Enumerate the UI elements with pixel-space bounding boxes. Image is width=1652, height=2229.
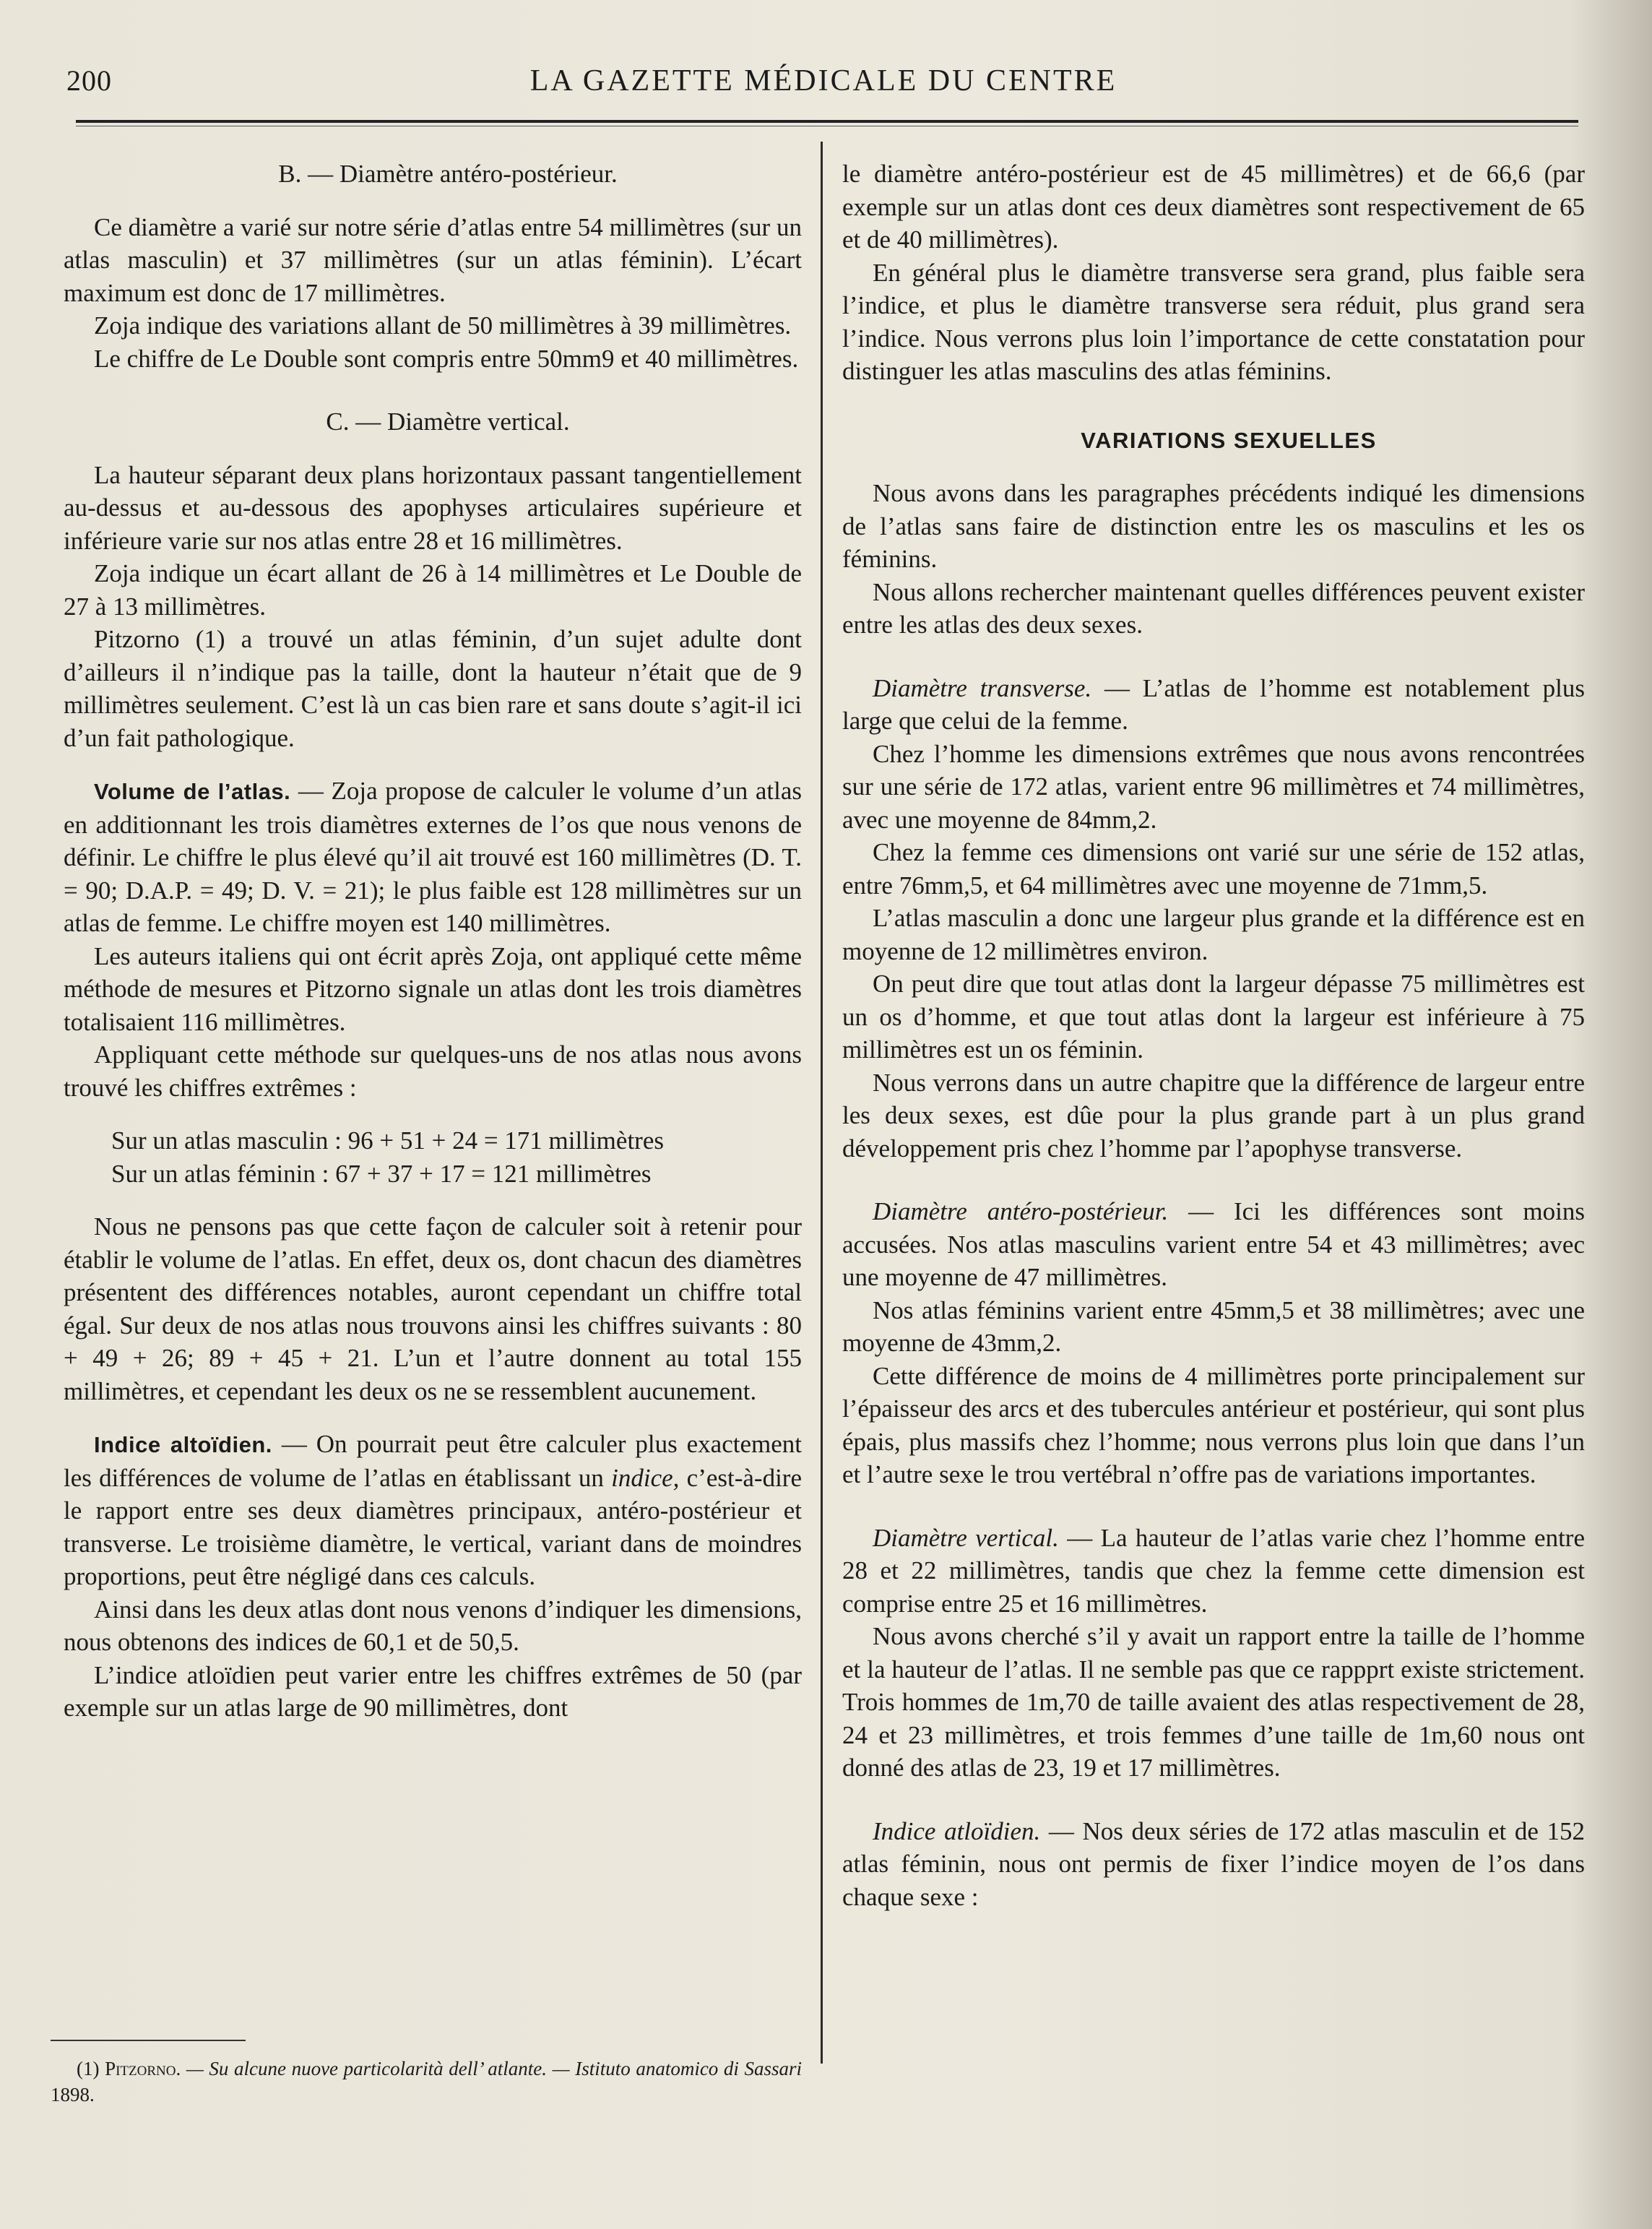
paragraph: La hauteur séparant deux plans horizontaux passant tangentiellement au-dessus et au-dessous des apophyses articulaires supérieure et inférieure varie sur nos atlas entre 28 et 16 millimètres.: [64, 460, 802, 555]
paragraph: Chez l’homme les dimensions extrêmes que nous avons rencontrées sur une série de 172 atlas, varient entre 96 millimètres et 74 millimètres, avec une moyenne de 84mm,2.: [842, 739, 1585, 834]
paragraph: Le chiffre de Le Double sont compris entre 50mm9 et 40 millimètres.: [94, 344, 799, 373]
paragraph: Ce diamètre a varié sur notre série d’atlas entre 54 millimètres (sur un atlas masculin) et 37 millimètres (sur un atlas féminin). L’écart maximum est donc de 17 millimètres.: [64, 212, 802, 307]
paragraph: Nous verrons dans un autre chapitre que la différence de largeur entre les deux sexes, est dûe pour la plus grande part à un plus grand développement pris chez l’homme par l’apophyse transverse.: [842, 1068, 1585, 1163]
paragraph-volume: [64, 775, 802, 940]
right-column: [842, 158, 1585, 1913]
section-c-title: C. — Diamètre vertical.: [326, 408, 570, 436]
paragraph-text: — Zoja propose de calculer le volume d’un atlas en additionnant les trois diamètres externes de l’os que nous venons de définir. Le chiffre le plus élevé qu’il ait trouvé est 160 millimètres (D. T. = 90; D.A.P. = 49; D. V. = 21); le plus faible est 128 millimètres sur un atlas de femme. Le chiffre moyen est 140 millimètres.: [64, 777, 802, 937]
formula-masculin: Sur un atlas masculin : 96 + 51 + 24 = 171 millimètres: [111, 1126, 664, 1155]
left-column: [64, 158, 802, 1725]
paragraph: Zoja indique un écart allant de 26 à 14 millimètres et Le Double de 27 à 13 millimètres.: [64, 559, 802, 621]
volume-heading: Volume de l’atlas.: [94, 779, 291, 804]
paragraph: Cette différence de moins de 4 millimètres porte principalement sur l’épaisseur des arcs et des tubercules antérieur et postérieur, qui sont plus épais, plus massifs chez l’homme; nous verrons plus loin que dans l’un et l’autre sexe le trou vertébral n’offre pas de variations importantes.: [842, 1361, 1585, 1488]
paragraph-text: — Ici les différences sont moins accusées. Nos atlas masculins varient entre 54 et 43 millimètres; avec une moyenne de 47 millimètres.: [842, 1197, 1585, 1291]
antero-posterieur-heading: Diamètre antéro-postérieur.: [873, 1197, 1169, 1225]
paragraph: Nous ne pensons pas que cette façon de calculer soit à retenir pour établir le volume de l’atlas. En effet, deux os, dont chacun des diamètres présentent des différences notables, auront cependant un chiffre total égal. Sur deux de nos atlas nous trouvons ainsi les chiffres suivants : 80 + 49 + 26; 89 + 45 + 21. L’un et l’autre donnent au total 155 millimètres, et cependant les deux os ne se ressemblent aucunement.: [64, 1212, 802, 1405]
paragraph-indice: [64, 1428, 802, 1593]
paragraph: Nos atlas féminins varient entre 45mm,5 et 38 millimètres; avec une moyenne de 43mm,2.: [842, 1295, 1585, 1357]
page-number: 200: [66, 64, 112, 97]
paragraph: Nous avons dans les paragraphes précédents indiqué les dimensions de l’atlas sans faire de distinction entre les os masculins et les os féminins.: [842, 479, 1585, 573]
footnote-year: 1898.: [51, 2084, 95, 2105]
footnote-author: Pitzorno.: [105, 2058, 181, 2079]
paragraph: Chez la femme ces dimensions ont varié sur une série de 152 atlas, entre 76mm,5, et 64 millimètres avec une moyenne de 71mm,5.: [842, 838, 1585, 900]
header-rule: [76, 120, 1578, 123]
paragraph-vertical: [842, 1522, 1585, 1621]
paragraph: En général plus le diamètre transverse sera grand, plus faible sera l’indice, et plus le diamètre transverse sera réduit, plus grand sera l’indice. Nous verrons plus loin l’importance de cette constatation pour distinguer les atlas masculins des atlas féminins.: [842, 258, 1585, 385]
paragraph-text: c’est-à-dire le rapport entre ses deux diamètres principaux, antéro-postérieur et transverse. Le troisième diamètre, le vertical, variant dans de moindres proportions, peut être négligé dans ces calculs.: [64, 1463, 802, 1590]
footnote-number: (1): [77, 2058, 100, 2079]
paragraph-text: — Nos deux séries de 172 atlas masculin et de 152 atlas féminin, nous ont permis de fixer l’indice moyen de l’os dans chaque sexe :: [842, 1816, 1585, 1911]
page-header: [51, 64, 1596, 107]
paragraph-transverse: [842, 672, 1585, 738]
paragraph: Appliquant cette méthode sur quelques-uns de nos atlas nous avons trouvé les chiffres extrêmes :: [64, 1040, 802, 1102]
formula-feminin: Sur un atlas féminin : 67 + 37 + 17 = 121 millimètres: [111, 1159, 652, 1188]
paragraph-text: — On pourrait peut être calculer plus exactement les différences de volume de l’atlas en établissant un: [64, 1430, 802, 1492]
paragraph: le diamètre antéro-postérieur est de 45 millimètres) et de 66,6 (par exemple sur un atlas dont ces deux diamètres sont respectivement de 65 et de 40 millimètres).: [842, 160, 1585, 254]
paragraph-text: — La hauteur de l’atlas varie chez l’homme entre 28 et 22 millimètres, tandis que chez la femme cette dimension est comprise entre 25 et 16 millimètres.: [842, 1523, 1585, 1618]
indice-heading: Indice altoïdien.: [94, 1432, 272, 1457]
variations-title: VARIATIONS SEXUELLES: [1081, 427, 1377, 453]
transverse-heading: Diamètre transverse.: [873, 673, 1092, 702]
footnote: [51, 2056, 802, 2108]
italic-word: indice,: [611, 1463, 680, 1492]
footnote-title: — Su alcune nuove particolarità dell’ atlante. — Istituto anatomico di Sassari: [186, 2058, 803, 2079]
paragraph-antero-posterieur: [842, 1195, 1585, 1294]
paragraph: Zoja indique des variations allant de 50 millimètres à 39 millimètres.: [94, 311, 792, 340]
vertical-heading: Diamètre vertical.: [873, 1523, 1059, 1552]
paragraph: Nous avons cherché s’il y avait un rapport entre la taille de l’homme et la hauteur de l’atlas. Il ne semble pas que ce rappprt existe strictement. Trois hommes de 1m,70 de taille avaient des atlas respectivement de 28, 24 et 23 millimètres, et trois femmes d’une taille de 1m,60 nous ont donné des atlas de 23, 19 et 17 millimètres.: [842, 1622, 1585, 1782]
section-b-title: B. — Diamètre antéro-postérieur.: [278, 160, 618, 188]
paragraph: Les auteurs italiens qui ont écrit après Zoja, ont appliqué cette même méthode de mesures et Pitzorno signale un atlas dont les trois diamètres totalisaient 116 millimètres.: [64, 941, 802, 1036]
paragraph: L’atlas masculin a donc une largeur plus grande et la différence est en moyenne de 12 millimètres environ.: [842, 904, 1585, 965]
indice-atloidien-heading: Indice atloïdien.: [873, 1816, 1041, 1845]
column-divider: [821, 142, 823, 2064]
journal-title: LA GAZETTE MÉDICALE DU CENTRE: [529, 64, 1117, 98]
paragraph-text: — L’atlas de l’homme est notablement plus large que celui de la femme.: [842, 673, 1585, 735]
footnote-text: [51, 2056, 802, 2108]
paragraph: Nous allons rechercher maintenant quelles différences peuvent exister entre les atlas des deux sexes.: [842, 577, 1585, 639]
paragraph: Ainsi dans les deux atlas dont nous venons d’indiquer les dimensions, nous obtenons des indices de 60,1 et de 50,5.: [64, 1595, 802, 1656]
footnote-rule: [51, 2040, 246, 2041]
paragraph: On peut dire que tout atlas dont la largeur dépasse 75 millimètres est un os d’homme, et que tout atlas dont la largeur est inférieure à 75 millimètres est un os féminin.: [842, 970, 1585, 1064]
paragraph: L’indice atloïdien peut varier entre les chiffres extrêmes de 50 (par exemple sur un atlas large de 90 millimètres, dont: [64, 1660, 802, 1722]
paragraph: Pitzorno (1) a trouvé un atlas féminin, d’un sujet adulte dont d’ailleurs il n’indique pas la taille, dont la hauteur n’était que de 9 millimètres seulement. C’est là un cas bien rare et sans doute s’agit-il ici d’un fait pathologique.: [64, 625, 802, 752]
paragraph-indice-atloidien: [842, 1815, 1585, 1914]
